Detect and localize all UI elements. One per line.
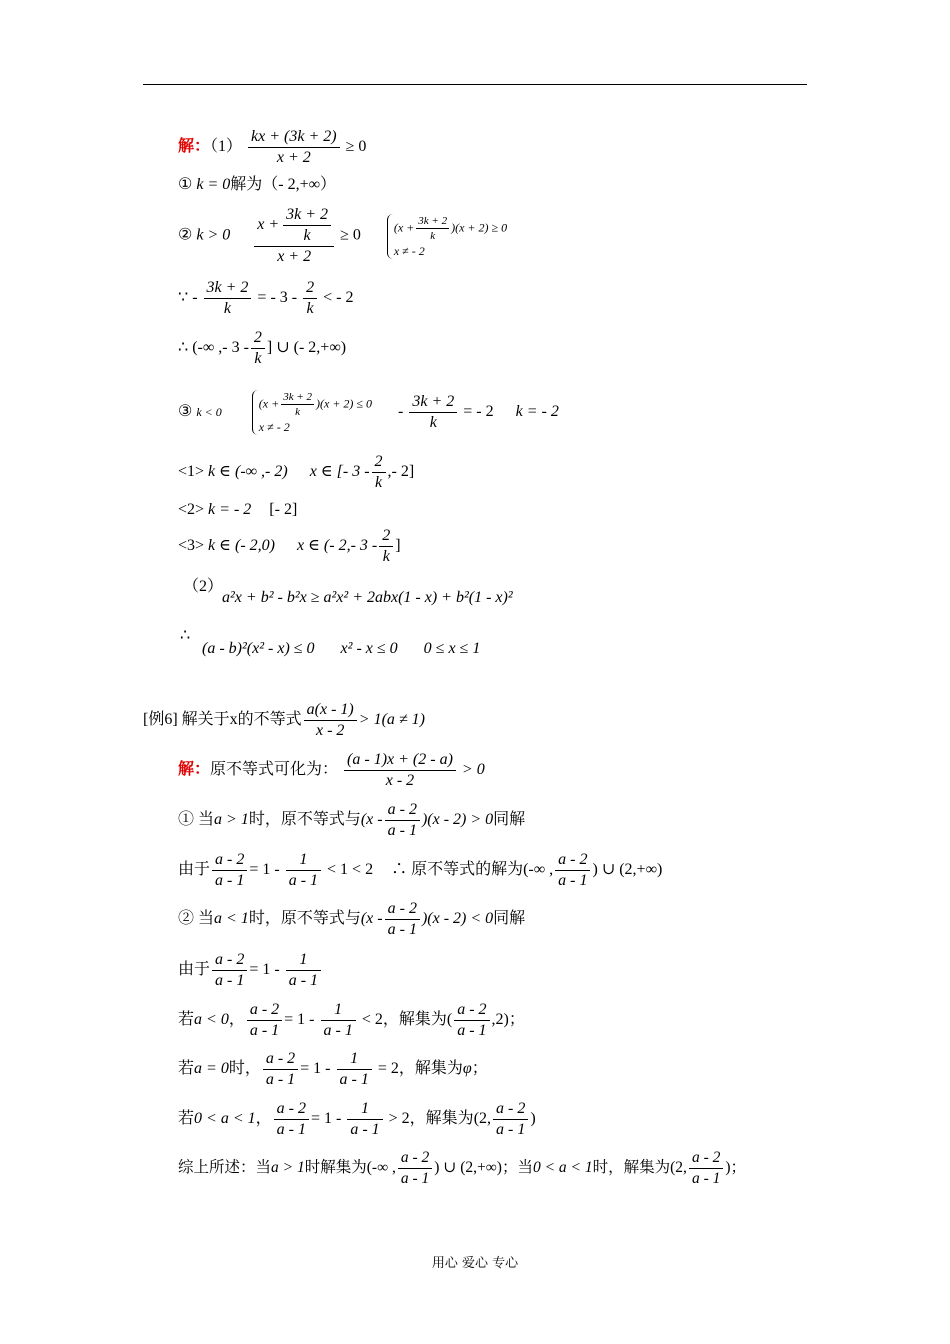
fraction: $\frac{kx + (3k + 2)}{x + 2}$: [248, 127, 340, 168]
subcase-2-line: <2> k = - 2 [- 2]: [178, 501, 298, 518]
because-symbol: ∵: [178, 289, 189, 307]
fraction: $\frac{a - 2}{a - 1}$: [212, 850, 247, 891]
page-footer: 用心 爱心 专心: [431, 1256, 519, 1271]
fraction: $\frac{a - 2}{a - 1}$: [247, 1000, 282, 1041]
therefore-line-1: ∴ (-∞ ,- 3 - $\frac{2}{k}$ ] ∪ (- 2,+∞): [178, 329, 347, 367]
subcase-3-line: <3> k ∈ (- 2,0) x ∈ (- 2,- 3 - $\frac{2}{k}$ ]: [178, 527, 401, 565]
fraction: $\frac{2}{k}$: [303, 278, 317, 319]
fraction: $\frac{2}{k}$: [372, 452, 386, 493]
therefore-line-2: (a - b)²(x² - x) ≤ 0 x² - x ≤ 0 0 ≤ x ≤ 1: [202, 640, 481, 657]
fraction: $\frac{a - 2}{a - 1}$: [398, 1148, 432, 1189]
case-3-line: ③ k < 0 (x + $\frac{3k + 2}{k}$ )(x + 2) ≤ 0 x ≠ - 2 - $\frac{3k + 2}{k}$ = - 2 k = - 2: [178, 391, 559, 434]
subcase-tag: <3>: [178, 537, 205, 555]
ex6-case-1-detail: 由于 $\frac{a - 2}{a - 1}$ = 1 - $\frac{1}{a - 1}$ < 1 < 2 ∴ 原不等式的解为(-∞ , $\frac{a - 2}{a - 1}$ ) ∪ (2,+∞): [178, 851, 663, 889]
fraction: $\frac{a - 2}{a - 1}$: [493, 1099, 528, 1140]
case-text: 解为（- 2,+∞）: [230, 176, 337, 193]
ex6-case-2-detail: 由于 $\frac{a - 2}{a - 1}$ = 1 - $\frac{1}{a - 1}$: [178, 950, 323, 991]
fraction: $\frac{3k + 2}{k}$: [409, 392, 457, 433]
therefore-symbol-2: ∴: [180, 627, 191, 644]
case-mark: ②: [178, 226, 193, 244]
ex6-case-1-line: ① 当a > 1时，原不等式与(x - $\frac{a - 2}{a - 1}$ )(x - 2) > 0同解: [178, 801, 526, 839]
solution-label: 解：: [178, 138, 211, 156]
compound-fraction: x + $\frac{3k + 2}{k}$ x + 2: [254, 205, 334, 267]
part-2-expression: a²x + b² - b²x ≥ a²x² + 2abx(1 - x) + b²(1 - x)²: [222, 589, 513, 606]
fraction: $\frac{a - 2}{a - 1}$: [274, 1099, 309, 1140]
fraction: $\frac{3k + 2}{k}$: [204, 278, 252, 319]
fraction: $\frac{a - 2}{a - 1}$: [555, 850, 590, 891]
case-1-line: [178, 175, 336, 195]
fraction: $\frac{a - 2}{a - 1}$: [263, 1049, 298, 1090]
inequality-system: (x + $\frac{3k + 2}{k}$ )(x + 2) ≤ 0 x ≠ - 2: [252, 390, 372, 435]
solution-1-line: [178, 127, 366, 168]
ex6-subcase-a-between: 若0 < a < 1， $\frac{a - 2}{a - 1}$ = 1 - $\frac{1}{a - 1}$ > 2，解集为(2, $\frac{a - 2}{a - 1}$ ): [178, 1100, 536, 1138]
example-6-title: [例6] 解关于x的不等式 $\frac{a(x - 1)}{x - 2}$ > 1(a ≠ 1): [143, 701, 425, 739]
case-mark: ③: [178, 403, 193, 421]
case-2-line: [178, 205, 507, 267]
ex6-subcase-a-negative: 若a < 0， $\frac{a - 2}{a - 1}$ = 1 - $\frac{1}{a - 1}$ < 2，解集为( $\frac{a - 2}{a - 1}$ ,2)；: [178, 1001, 525, 1039]
fraction: $\frac{a - 2}{a - 1}$: [212, 950, 247, 991]
fraction: $\frac{a - 2}{a - 1}$: [385, 899, 420, 940]
fraction: $\frac{(a - 1)x + (2 - a)}{x - 2}$: [344, 750, 456, 791]
fraction: $\frac{2}{k}$: [251, 328, 265, 369]
relation: ≥ 0: [345, 138, 367, 156]
fraction: $\frac{a - 2}{a - 1}$: [454, 1000, 489, 1041]
fraction: $\frac{1}{a - 1}$: [337, 1049, 372, 1090]
since-line: ∵ - $\frac{3k + 2}{k}$ = - 3 - $\frac{2}{k}$ < - 2: [178, 279, 354, 317]
part-1-tag: （1）: [210, 138, 243, 156]
fraction: $\frac{1}{a - 1}$: [347, 1099, 382, 1140]
inequality-system: (x + $\frac{3k + 2}{k}$ )(x + 2) ≥ 0 x ≠ - 2: [387, 214, 507, 259]
subcase-tag: <2>: [178, 501, 205, 518]
subcase-tag: <1>: [178, 463, 205, 481]
ex6-case-2-line: ② 当a < 1时，原不等式与(x - $\frac{a - 2}{a - 1}$ )(x - 2) < 0同解: [178, 900, 526, 938]
header-rule: [143, 84, 807, 85]
fraction: $\frac{1}{a - 1}$: [286, 850, 321, 891]
solution-6-line: 解：原不等式可化为： $\frac{(a - 1)x + (2 - a)}{x - 2}$ > 0: [178, 751, 485, 789]
fraction: $\frac{a(x - 1)}{x - 2}$: [304, 700, 357, 741]
condition: k = 0: [196, 176, 231, 193]
therefore-symbol: ∴: [178, 339, 189, 357]
fraction: $\frac{1}{a - 1}$: [321, 1000, 356, 1041]
fraction: $\frac{1}{a - 1}$: [286, 950, 321, 991]
fraction: $\frac{a - 2}{a - 1}$: [385, 800, 420, 841]
case-mark: ①: [178, 176, 193, 193]
ex6-summary: 综上所述：当a > 1时解集为(-∞ , $\frac{a - 2}{a - 1}$ ) ∪ (2,+∞)；当0 < a < 1时，解集为(2, $\frac{a - 2}{a - 1}$ )；: [178, 1149, 747, 1187]
fraction: $\frac{a - 2}{a - 1}$: [689, 1148, 723, 1189]
condition: k < 0: [196, 405, 222, 420]
subcase-1-line: <1> k ∈ (-∞ ,- 2) x ∈ [- 3 - $\frac{2}{k}$ ,- 2]: [178, 453, 415, 491]
relation: ≥ 0: [340, 226, 361, 244]
condition: k > 0: [196, 226, 231, 244]
ex6-subcase-a-zero: 若a = 0时， $\frac{a - 2}{a - 1}$ = 1 - $\frac{1}{a - 1}$ = 2，解集为φ；: [178, 1050, 488, 1088]
fraction: $\frac{2}{k}$: [379, 526, 393, 567]
part-2-tag: （2）: [183, 578, 224, 595]
